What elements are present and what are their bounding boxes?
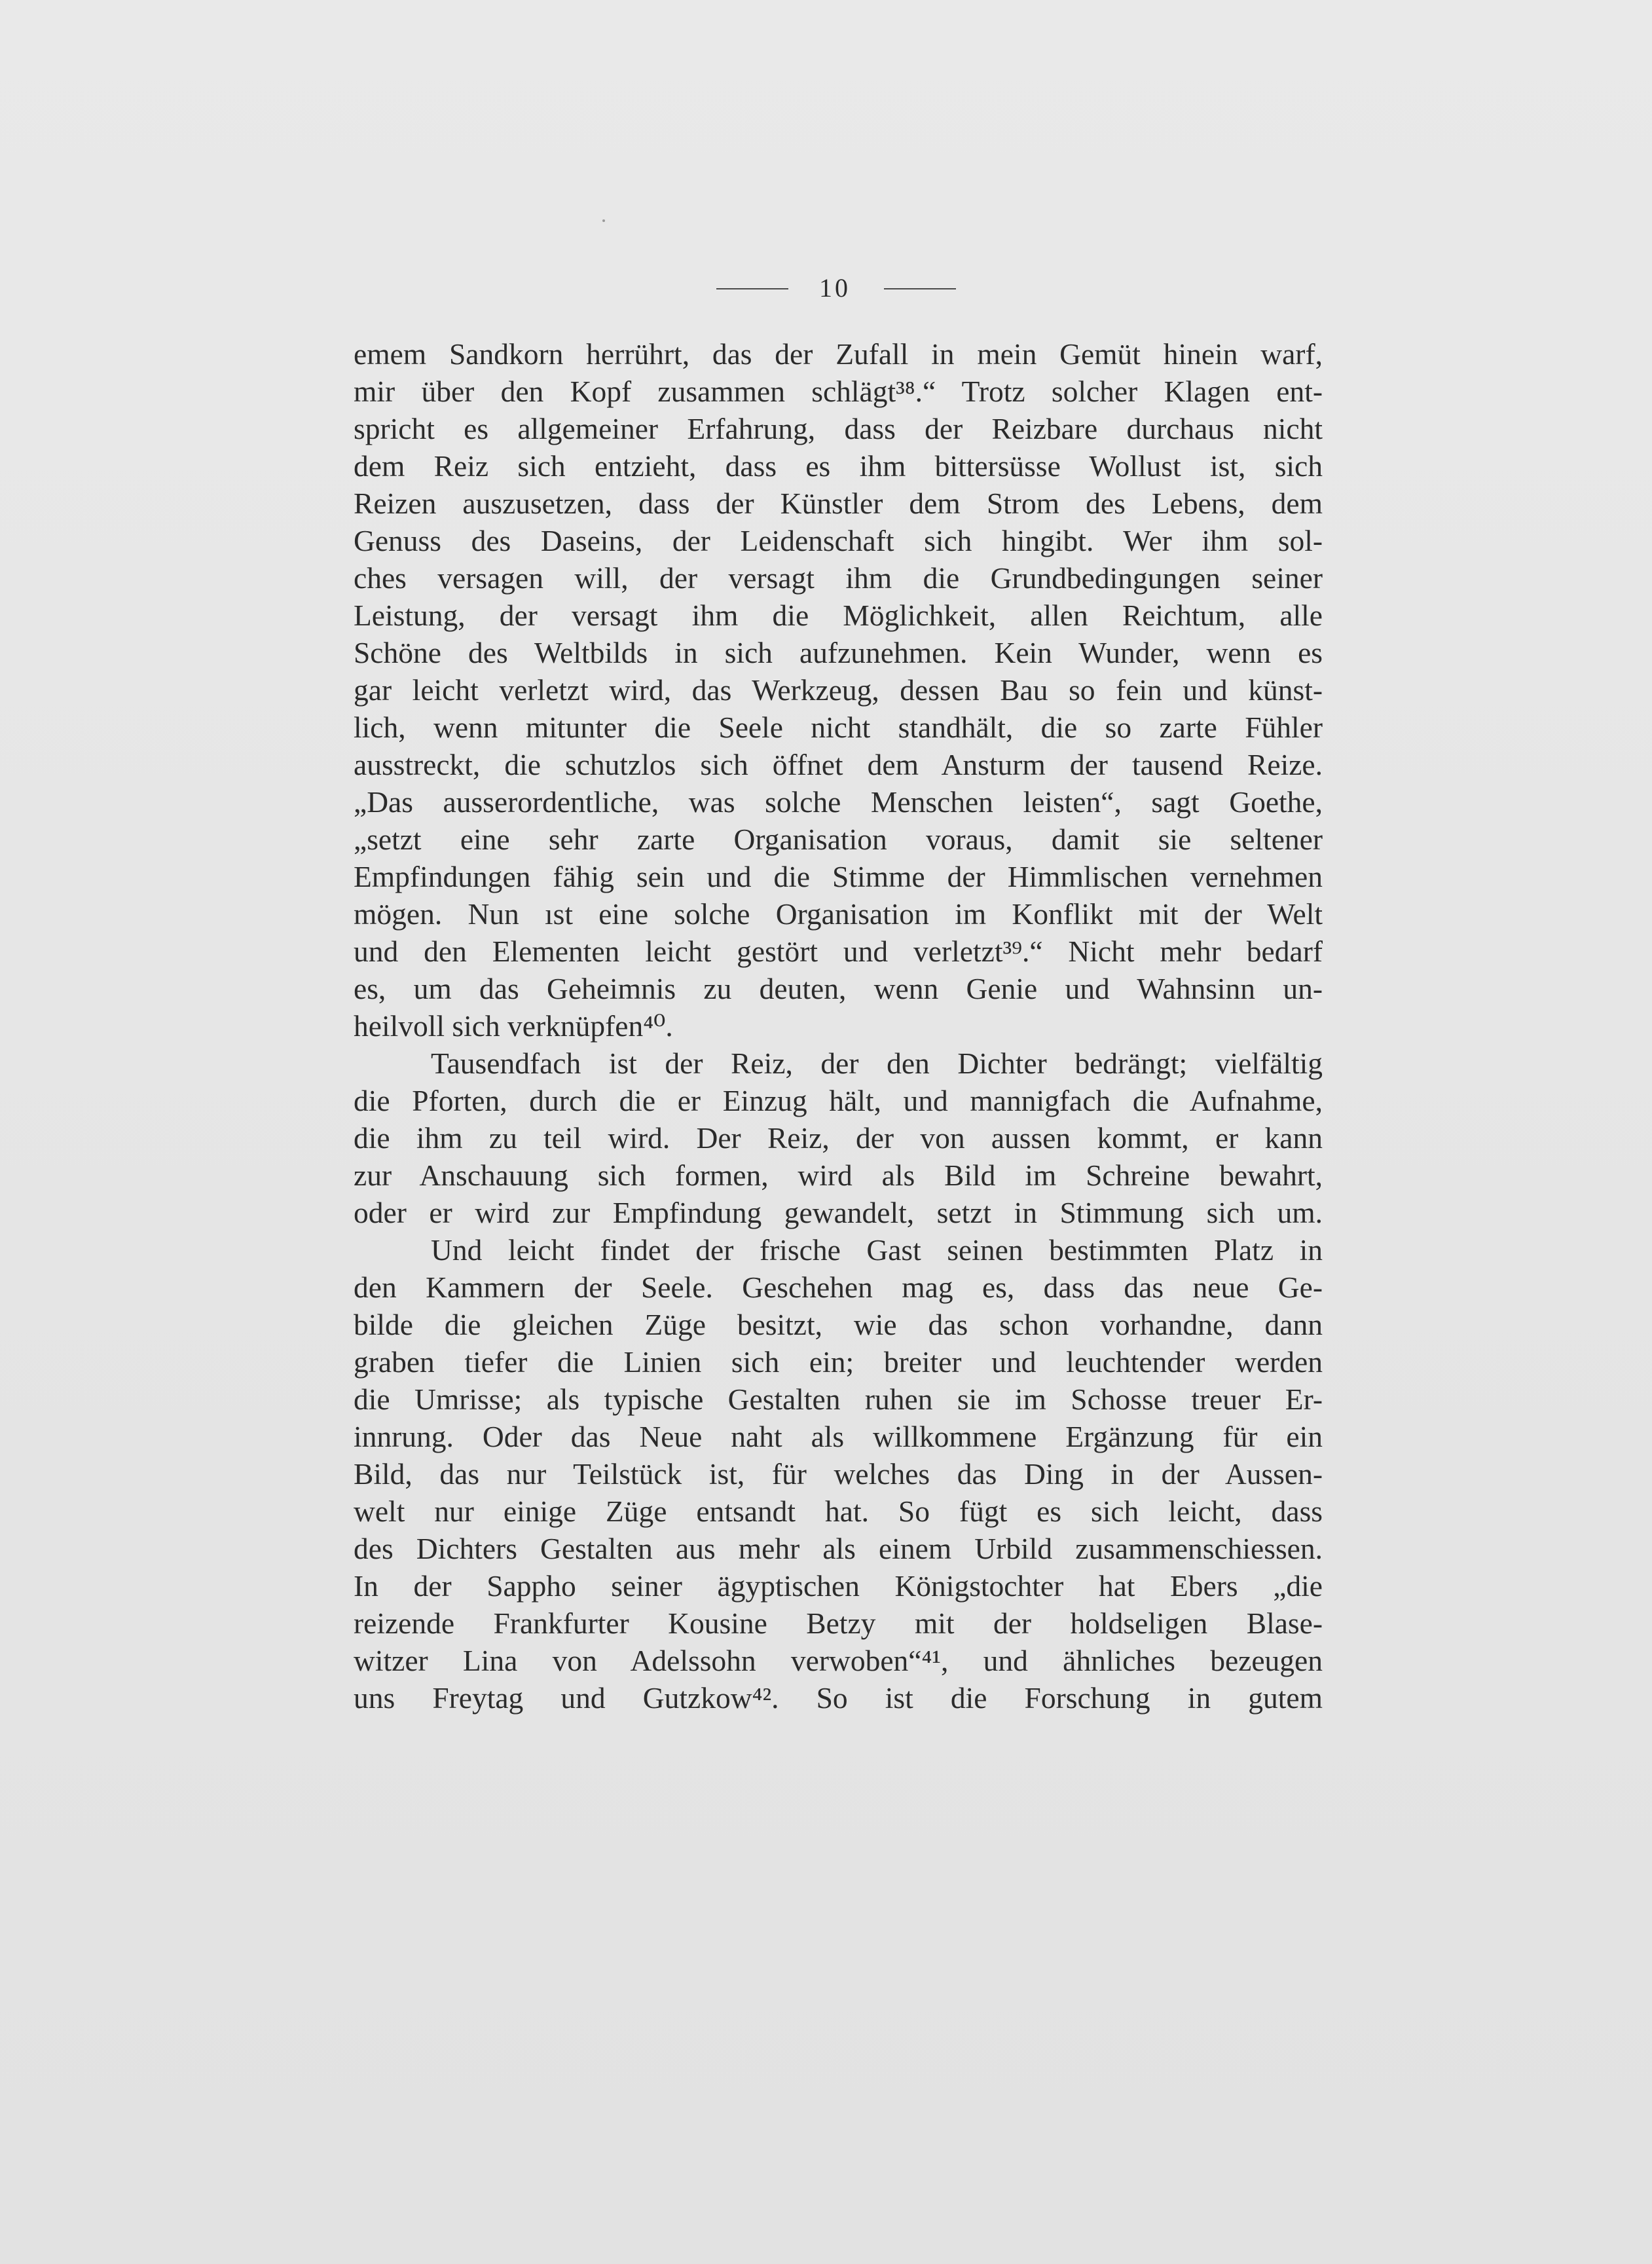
header-rule-left [716, 288, 788, 289]
text-line: oder er wird zur Empfindung gewandelt, setzt in Stimmung sich um. [354, 1196, 1323, 1229]
text-line: es, um das Geheimnis zu deuten, wenn Genie und Wahnsinn un- [354, 972, 1323, 1005]
text-line: „setzt eine sehr zarte Organisation voraus, damit sie seltener [354, 823, 1323, 856]
paragraph-1 [354, 335, 1323, 1045]
text-line: die ihm zu teil wird. Der Reiz, der von aussen kommt, er kann [354, 1121, 1323, 1155]
text-line: bilde die gleichen Züge besitzt, wie das schon vorhandne, dann [354, 1308, 1323, 1341]
text-line: witzer Lina von Adelssohn verwoben“⁴¹, und ähnliches bezeugen [354, 1644, 1323, 1677]
page-header [0, 270, 1652, 309]
text-line: Und leicht findet der frische Gast seinen bestimmten Platz in [431, 1233, 1323, 1267]
text-line: Empfindungen fähig sein und die Stimme der Himmlischen vernehmen [354, 860, 1323, 893]
text-line: des Dichters Gestalten aus mehr als einem Urbild zusammenschiessen. [354, 1532, 1323, 1565]
text-line: graben tiefer die Linien sich ein; breiter und leuchtender werden [354, 1345, 1323, 1379]
text-line: emem Sandkorn herrührt, das der Zufall in mein Gemüt hinein warf, [354, 337, 1323, 371]
header-rule-right [884, 288, 956, 289]
text-line: welt nur einige Züge entsandt hat. So fügt es sich leicht, dass [354, 1494, 1323, 1528]
text-line: Tausendfach ist der Reiz, der den Dichter bedrängt; vielfältig [431, 1047, 1323, 1080]
text-line: und den Elementen leicht gestört und verletzt³⁹.“ Nicht mehr bedarf [354, 935, 1323, 968]
text-line: In der Sappho seiner ägyptischen Königstochter hat Ebers „die [354, 1569, 1323, 1603]
text-line: mögen. Nun ıst eine solche Organisation im Konflikt mit der Welt [354, 897, 1323, 931]
text-line: uns Freytag und Gutzkow⁴². So ist die Forschung in gutem [354, 1681, 1323, 1715]
paper-speck [602, 219, 605, 222]
text-line: die Umrisse; als typische Gestalten ruhen sie im Schosse treuer Er- [354, 1383, 1323, 1416]
text-line: innrung. Oder das Neue naht als willkommene Ergänzung für ein [354, 1420, 1323, 1453]
text-line: gar leicht verletzt wird, das Werkzeug, dessen Bau so fein und künst- [354, 673, 1323, 707]
text-line: Genuss des Daseins, der Leidenschaft sich hingibt. Wer ihm sol- [354, 524, 1323, 557]
text-line: zur Anschauung sich formen, wird als Bild im Schreine bewahrt, [354, 1159, 1323, 1192]
text-line: ches versagen will, der versagt ihm die Grundbedingungen seiner [354, 561, 1323, 595]
paragraph-3 [354, 1231, 1323, 1717]
body-text [354, 335, 1323, 1717]
text-line: ausstreckt, die schutzlos sich öffnet dem Ansturm der tausend Reize. [354, 748, 1323, 781]
text-line: die Pforten, durch die er Einzug hält, und mannigfach die Aufnahme, [354, 1084, 1323, 1117]
text-line: spricht es allgemeiner Erfahrung, dass der Reizbare durchaus nicht [354, 412, 1323, 445]
text-line: Leistung, der versagt ihm die Möglichkeit, allen Reichtum, alle [354, 599, 1323, 632]
text-line: den Kammern der Seele. Geschehen mag es, dass das neue Ge- [354, 1271, 1323, 1304]
text-line: mir über den Kopf zusammen schlägt³⁸.“ Trotz solcher Klagen ent- [354, 375, 1323, 408]
text-line: Bild, das nur Teilstück ist, für welches das Ding in der Aussen- [354, 1457, 1323, 1491]
text-line: „Das ausserordentliche, was solche Menschen leisten“, sagt Goethe, [354, 785, 1323, 819]
page-number: 10 [819, 273, 851, 303]
text-line: Reizen auszusetzen, dass der Künstler dem Strom des Lebens, dem [354, 487, 1323, 520]
text-line: dem Reiz sich entzieht, dass es ihm bittersüsse Wollust ist, sich [354, 449, 1323, 483]
text-line: reizende Frankfurter Kousine Betzy mit der holdseligen Blase- [354, 1606, 1323, 1640]
text-line: lich, wenn mitunter die Seele nicht standhält, die so zarte Fühler [354, 711, 1323, 744]
paragraph-2 [354, 1045, 1323, 1231]
text-line: heilvoll sich verknüpfen⁴⁰. [354, 1009, 673, 1043]
text-line: Schöne des Weltbilds in sich aufzunehmen. Kein Wunder, wenn es [354, 636, 1323, 669]
